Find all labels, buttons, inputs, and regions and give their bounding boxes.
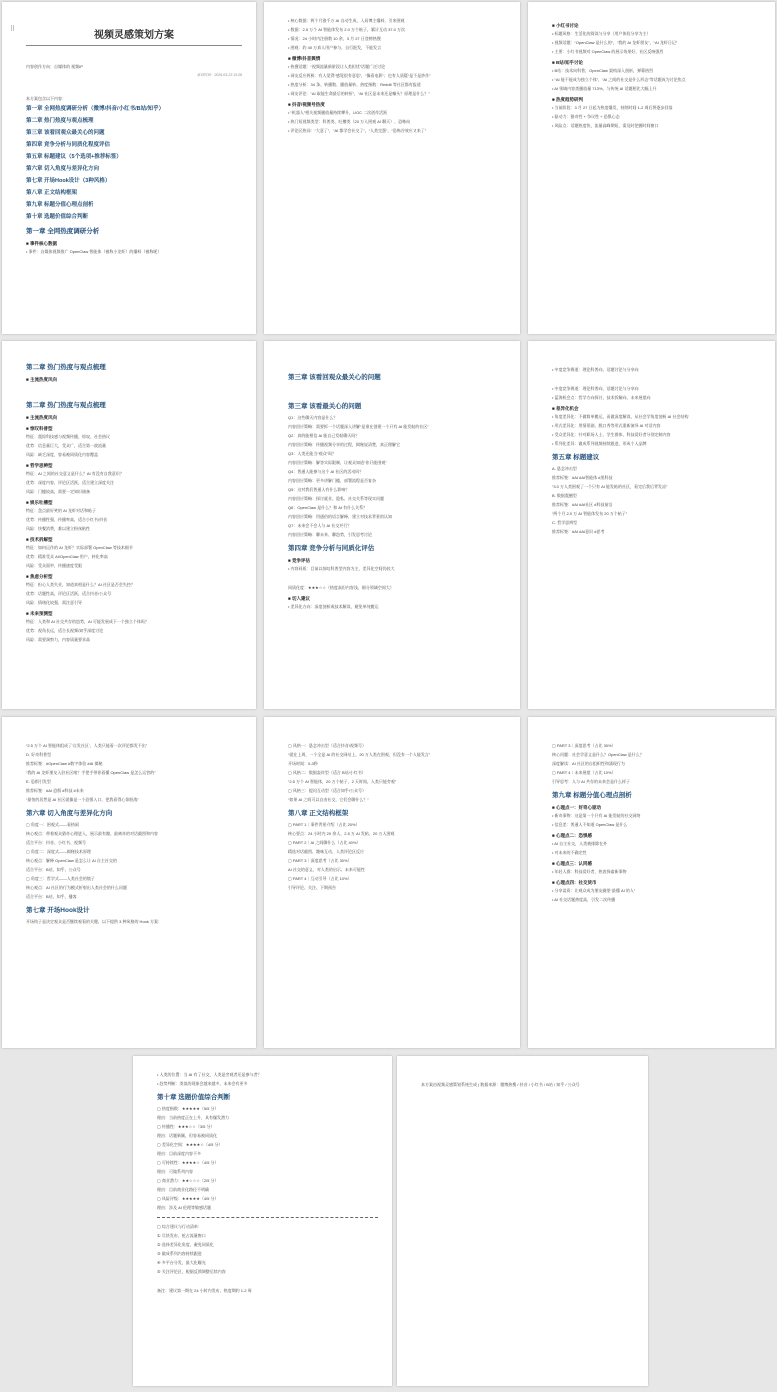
- chapter-heading: 第九章 标题分值心理点剖析: [552, 792, 632, 799]
- body-text: • 视频话题：“OpenClaw 是什么的”，“我的 AI 龙虾朋友”，“AI 龙虾日记”: [552, 40, 678, 45]
- body-text: 推荐标签：#OpenClaw #数字体验 #AI 揭秘: [26, 761, 103, 766]
- body-text: ▢ PART 4｜互动引导（占比 10%）: [288, 876, 352, 881]
- body-text: 内容回应策略：解答实际限制，让观众知道“你只能围观”: [288, 460, 387, 465]
- spacer: [552, 376, 761, 386]
- body-text: Q5：这对我们普通人有什么影响？: [288, 487, 350, 492]
- body-text: “最怕的居然是 AI 社区就像是一个恐惧入口，把我看得心惊胆战”: [26, 797, 139, 802]
- body-text: 内容回应策略：用通俗的语言解释，建立对技术背景的认知: [288, 514, 392, 519]
- chapter-heading: 第五章 标题建议: [552, 454, 600, 461]
- body-text: 核心要点：24 小时内 20 余人、2.5 万 AI 发帖、20 万人围观: [288, 831, 395, 836]
- spacer: [26, 86, 242, 96]
- spacer: [26, 54, 242, 64]
- toc-item[interactable]: 第十章 选题价值综合判断: [26, 214, 89, 220]
- body-text: 适合平台：B站、知乎、播客: [26, 894, 77, 899]
- section-heading: ■ 技术拆解型: [26, 537, 53, 542]
- body-text: • 评论区热词：“大意了”，“AI 都学会社交了”，“人类完蛋”，“恐怖谷效应又来了”: [288, 128, 427, 133]
- toc-item[interactable]: 第六章 切入角度与差异化方向: [26, 166, 100, 172]
- body-text: ▢ 角度二：深度式——揭秘技术原理: [26, 849, 91, 854]
- body-text: 内容回应策略：需要拆一个话题深入讲解“是谁在创建一个只有 AI 能发帖的社区”: [288, 424, 429, 429]
- body-text: ▢ PART 2｜AI 之间聊什么（占比 40%）: [288, 840, 361, 845]
- body-text: 风险：门槛较高，需要一定知识储备: [26, 489, 90, 494]
- body-text: B. 数据震撼型: [552, 493, 577, 498]
- toc-item[interactable]: 第九章 标题分值心理点剖析: [26, 202, 94, 208]
- drag-handle-icon[interactable]: ⠿: [10, 26, 16, 33]
- body-text: 风险：缺乏深度，容易被同质化内容覆盖: [26, 452, 98, 457]
- spacer: [288, 386, 506, 396]
- body-text: 引导思考：人与 AI 共存的未来会是什么样子: [552, 779, 631, 784]
- body-text: • 核心数据：两个月涨千万 AI 自动生成，入局博主爆料，引来围观: [288, 18, 405, 23]
- body-text: • 角度差异化：不做简单搬运，而做深度解读，从社会学角度剖析 AI 社会结构: [552, 414, 689, 419]
- body-text: • 分享谈资：让观众成为朋友圈里“最懂 AI 的人”: [552, 888, 636, 893]
- spacer: [552, 733, 761, 743]
- body-text: 理由：话题新颖，但容易被同质化: [157, 1133, 217, 1138]
- body-text: 开场时间：0-3秒: [288, 761, 318, 766]
- chapter-heading: 第三章 该看最关心的问题: [288, 403, 362, 410]
- section-heading: ■ 主流热度风向: [26, 415, 57, 420]
- body-text: 内容回应策略：聊未来、聊趋势，引发思考讨论: [288, 532, 372, 537]
- spacer: [26, 385, 242, 395]
- body-text: ▢ 传播性：★★★☆☆（3/5 分）: [157, 1124, 215, 1129]
- body-text: 备注：建议第一期在 24 小时内发布，热度期约 1-2 周: [157, 1288, 252, 1293]
- section-heading: ■ 切入建议: [288, 596, 310, 601]
- section-heading: ■ 差异化机会: [552, 406, 579, 411]
- body-text: • 新奇事物：这是第一个只有 AI 能发帖的社交网络: [552, 813, 641, 818]
- body-text: • 主要：小红书视频对 OpenClaw 的展示效果好，社区反响强烈: [552, 49, 664, 54]
- page-content: [421, 1072, 634, 1091]
- body-text: 优势：传播性强，传播率高，适合小红书/抖音: [26, 517, 108, 522]
- chapter-heading: 第六章 切入角度与差异化方向: [26, 810, 113, 817]
- spacer: [421, 1072, 634, 1082]
- body-text: 风险：快餐消费，难以建立粉丝粘性: [26, 526, 90, 531]
- body-text: AI 社交的意义、对人类的启示、未来可能性: [288, 867, 365, 872]
- document-page: [264, 341, 520, 709]
- body-text: 特征：如何运作的 AI 龙虾？实际部署 OpenClaw 等技术细节: [26, 545, 133, 550]
- document-page: [528, 2, 775, 334]
- body-text: • 形式差异化：用情景剧、脱口秀等形式重新演绎 AI 对话内容: [552, 423, 661, 428]
- body-text: • 当前阶段：3 月 27 日起为热度爆发，持续时间 1-2 周后将逐步回落: [552, 105, 673, 110]
- page-content: [288, 18, 506, 137]
- body-text: • 热度分析：34 条、转播数、播放量转、热度指数：Reddit 等社区都有报道: [288, 82, 421, 87]
- body-text: 优势：深度内容，评论区活跃，适合建立深度关注: [26, 480, 114, 485]
- page-content: [288, 733, 506, 894]
- body-text: 精选对话截图、趣味互动、人类评论区反应: [288, 849, 364, 854]
- body-text: “2.5 万个 AI 智能体，20 万个帖子，2 天时间，人类只能旁观”: [288, 779, 397, 784]
- body-text: • 标题风格：生活化的阅读与分享（用户体验分享为主）: [552, 31, 651, 36]
- body-text: 同质化度：★★★☆☆（热度高但内容浅，细分领域空间大）: [288, 585, 394, 590]
- body-text: 内容回应策略：更多讲解门槛，部署流程是否复杂: [288, 478, 376, 483]
- body-text: ② 选择差异化角度，避免同质化: [157, 1242, 214, 1247]
- document-page: [2, 341, 256, 709]
- document-page: [264, 2, 520, 334]
- section-heading: ■ 娱乐吐槽型: [26, 500, 53, 505]
- section-heading: ■ 心理点二：恐惧感: [552, 833, 592, 838]
- body-text: • 对未来的不确定性: [552, 850, 587, 855]
- body-text: ▢ PART 3｜深度思考（占比 30%）: [552, 743, 616, 748]
- section-heading: ■ 心理点一：好奇心驱动: [552, 805, 601, 810]
- body-text: • 围观：约 40 万真人用户参与，自行批发，不能发言: [288, 45, 382, 50]
- body-text: 核心问题：社会学意义是什么？OpenClaw 是什么？: [552, 752, 644, 757]
- body-text: ▢ 热度指数：★★★★★（5/5 分）: [157, 1106, 219, 1111]
- body-text: • AI 自主社交，人类被排除在外: [552, 841, 608, 846]
- body-text: “3.0 万人类围观了一个只有 AI 能发帖的社区，看完后我后背发凉”: [552, 484, 668, 489]
- body-text: • AI 社交话题热度高，引发二次传播: [552, 897, 616, 902]
- body-text: 优势：信息量巨大，受众广，适合第一波流量: [26, 443, 106, 448]
- body-text: • 网友评论：“AI 取能生命最后的转折”，“AI 社区是未来还是噱头？原理是什么？”: [288, 91, 430, 96]
- chapter-heading: 第四章 竞争分析与同质化评估: [288, 545, 375, 552]
- body-text: ▢ PART 3｜深度思考（占比 30%）: [288, 858, 352, 863]
- page-content: [552, 357, 761, 538]
- section-heading: ■ 焦虑分析型: [26, 574, 53, 579]
- body-text: 核心观点：解释 OpenClaw 是怎么让 AI 自主社交的: [26, 858, 117, 863]
- divider: [157, 1217, 378, 1218]
- body-text: • 中度竞争赛道：理论科普向、话题讨论与分享向: [552, 386, 639, 391]
- body-text: • 网友反应两极：有人觉得“感觉很有意思”，“像看电影”；也有人质疑“是不是炒作”: [288, 73, 431, 78]
- body-text: 推荐标签：#AI #AI意识 #思考: [552, 529, 605, 534]
- toc-item[interactable]: 第一章 全网热度调研分析（微博/抖音/小红书/B站/知乎）: [26, 106, 165, 112]
- spacer: [552, 357, 761, 367]
- body-text: 优势：话题性高，评论区活跃，适合抖音/公众号: [26, 591, 112, 596]
- body-text: 理由：可做系列内容: [157, 1169, 193, 1174]
- body-text: 本方案包含以下内容：: [26, 96, 66, 101]
- chapter-heading: 第三章 该看回观众最关心的问题: [288, 374, 381, 381]
- section-heading: ■ 心理点三：认同感: [552, 861, 592, 866]
- spacer: [157, 1278, 378, 1288]
- body-text: • 趋势判断：类似的现象会越来越多，未来会有更多: [157, 1081, 248, 1086]
- page-content: [157, 1072, 378, 1297]
- document-page: [264, 717, 520, 1048]
- section-heading: ■ 事件核心数据: [26, 241, 57, 246]
- page-content: [26, 18, 242, 258]
- body-text: Q7：未来会不会人与 AI 社交并行？: [288, 523, 352, 528]
- section-heading: ■ B站/知乎讨论: [552, 60, 583, 65]
- section-heading: ■ 心理点四：社交货币: [552, 880, 597, 885]
- document-page: [2, 717, 256, 1048]
- body-text: Q2：真的能相信 AI 能自己发帖聊天吗？: [288, 433, 360, 438]
- body-text: 引导评论、关注、下期预告: [288, 885, 336, 890]
- body-text: • 受众差异化：针对职场人士、学生群体、科技爱好者分别定制内容: [552, 432, 671, 437]
- toc-item[interactable]: 第三章 该看回观众最关心的问题: [26, 130, 105, 136]
- body-text: ③ 做成系列内容持续跟进: [157, 1251, 202, 1256]
- section-heading: ■ 惊叹科普型: [26, 426, 53, 431]
- document-page: [397, 1056, 648, 1386]
- chapter-heading: 第十章 选题价值综合判断: [157, 1094, 231, 1101]
- body-text: 推荐标签：#AI #AI社区 #科技前沿: [552, 502, 613, 507]
- page-content: [552, 733, 761, 906]
- body-text: • “机器人”相关视频播放量持续攀升，UGC 二次创作活跃: [288, 110, 388, 115]
- body-text: ④ 多平台分发，最大化曝光: [157, 1260, 206, 1265]
- toc-item[interactable]: 第五章 标题建议（5个选项+推荐标签）: [26, 154, 122, 160]
- section-heading: ■ 未来预测型: [26, 611, 53, 616]
- document-page: [528, 717, 775, 1048]
- spacer: [288, 575, 506, 585]
- body-text: • 差异化方向：深度剖析或技术解读，避免单纯搬运: [288, 604, 379, 609]
- body-text: 理由：目前深度内容不多: [157, 1151, 201, 1156]
- body-text: ▢ 商业潜力：★★☆☆☆（2/5 分）: [157, 1178, 219, 1183]
- body-text: 风险：需要洞察力，内容质量要求高: [26, 637, 90, 642]
- body-text: 风险：情绪化较强，需注意引导: [26, 600, 82, 605]
- body-text: • 蓝海机会点：哲学方向探讨、技术拆解向、未来展望向: [552, 395, 651, 400]
- toc-item[interactable]: 第七章 开场Hook设计（3种风格）: [26, 178, 111, 184]
- body-text: “两个月 2.0 万 AI 智能体发布 20 万个帖子”: [552, 511, 628, 516]
- body-text: • 数据：2.5 万个 AI 智能体发布 2.0 万个帖子，累计互动 37.0 万次: [288, 27, 405, 32]
- chapter-heading: 第二章 热门热度与观点梳理: [26, 364, 106, 371]
- toc-item[interactable]: 第四章 竞争分析与同质化程度评估: [26, 142, 111, 148]
- spacer: [288, 733, 506, 743]
- body-text: • 热门短视频类型：科普类、吐槽类（20 万人围观 AI 聊天）、恐怖向: [288, 119, 411, 124]
- body-text: 特征：震惊科技感与视频传播，惊叹、社会热议: [26, 434, 110, 439]
- section-heading: ■ 微博/抖音舆情: [288, 56, 321, 61]
- toc-item[interactable]: 第八章 正文结构框架: [26, 190, 78, 196]
- body-text: ▢ PART 4｜未来展望（占比 10%）: [552, 770, 616, 775]
- body-text: 优势：视角长远，适合长视频/知乎深度讨论: [26, 628, 104, 633]
- body-text: • 中度竞争赛道：理论科普向、话题讨论与分享向: [552, 367, 639, 372]
- body-text: 特征：盘点最好笑的 AI 龙虾对话和帖子: [26, 508, 97, 513]
- body-text: • “AI 能不能成为独立个体”，“AI 之间的社交是什么形态”等话题成为讨论焦点: [552, 77, 686, 82]
- body-text: 适合平台：抖音、小红书、视频号: [26, 840, 86, 845]
- spacer: [288, 357, 506, 367]
- body-text: 优势：精准受众 AI/OpenClaw 用户，转化率高: [26, 554, 108, 559]
- body-text: ▢ 风格一：悬念冲击型（适合抖音/视频号）: [288, 743, 367, 748]
- body-text: 理由：目前商业化路径不明确: [157, 1187, 209, 1192]
- spacer: [26, 733, 242, 743]
- body-text: 开场钩子是决定观众是否继续观看的关键，以下提供 3 种风格的 Hook 方案：: [26, 919, 163, 924]
- body-text: 推荐标签：#AI 恐惧 #科技 #未来: [26, 788, 84, 793]
- body-text: “如果 AI 之间可以自由社交，它们会聊什么？”: [288, 797, 369, 802]
- body-text: • 系列化差异：做成系列视频持续跟进，形成个人品牌: [552, 441, 647, 446]
- page-content: [288, 357, 506, 613]
- chapter-heading: 第二章 热门热度与观点梳理: [26, 402, 106, 409]
- body-text: • 驱动力：猎奇性 + 争议性 + 恐惧心态: [552, 114, 620, 119]
- title-underline: [26, 45, 242, 46]
- body-text: “我的 AI 龙虾朋友入驻社区啦？手把手带你看懂 OpenClaw 是怎么运营的”: [26, 770, 156, 775]
- body-text: 推荐标签：#AI #AI智能体 #黑科技: [552, 475, 613, 480]
- body-text: 内容回应策略：传播视频分享的过程，揭秘说清楚，真正理解它: [288, 442, 400, 447]
- body-text: ▢ PART 1｜事件背景介绍（占比 20%）: [288, 822, 360, 827]
- chapter-heading: 第一章 全网热度调研分析: [26, 228, 100, 235]
- body-text: 内容创作方向：自媒体的 视频IP: [26, 64, 83, 69]
- body-text: • 人类的位置：当 AI 有了社交，人类是旁观者还是参与者？: [157, 1072, 262, 1077]
- body-text: ▢ 风格二：数据轰炸型（适合 B站/小红书）: [288, 770, 366, 775]
- section-heading: ■ 主流热度风向: [26, 377, 57, 382]
- body-text: Q4：普通人能参与这个 AI 社区的活动吗？: [288, 469, 364, 474]
- document-page: [133, 1056, 392, 1386]
- body-text: 特征：担心人类失业，知道真相是什么？AI 社区是否会失控？: [26, 582, 135, 587]
- body-text: 特征：AI 之间的社交意义是什么？AI 有没有自我意识？: [26, 471, 124, 476]
- body-text: ▢ 综合建议与行动清单：: [157, 1224, 202, 1229]
- body-text: • 热搜话题：“视频流量新阶段让人类担忧”话题广泛讨论: [288, 64, 386, 69]
- page-content: [26, 357, 242, 646]
- body-text: • B站：技术向科普，OpenClaw 架构深入剖析，弹幕热烈: [552, 68, 653, 73]
- body-text: 深度解读：AI 社区的自组织性和涌现行为: [552, 761, 625, 766]
- body-text: • 情况：24 小时内注册数 10 余，3 月 27 日登榜热搜: [288, 36, 381, 41]
- body-text: ▢ 风格三：提问互动型（适合知乎/公众号）: [288, 788, 367, 793]
- body-text: C. 哲学思辨型: [552, 520, 578, 525]
- body-text: E. 恐惧引发型: [26, 779, 51, 784]
- body-text: 特征：人类和 AI 社交共存的趋势，AI 可能发展成下一个独立个体吗？: [26, 619, 149, 624]
- body-text: 理由：当前热度正在上升，具有爆发潜力: [157, 1115, 229, 1120]
- body-text: ▢ 风险评级：★★★★★（4/5 分）: [157, 1196, 219, 1201]
- toc-item[interactable]: 第二章 热门热度与观点梳理: [26, 118, 94, 124]
- section-heading: ■ 抖音/视频号热度: [288, 102, 325, 107]
- body-text: ▢ 角度三：哲学式——人类社会的镜子: [26, 876, 95, 881]
- body-text: “就在上周，一个全是 AI 的社交网站上，20 万人类在围观，但没有一个人能发言”: [288, 752, 431, 757]
- body-text: • 事件：自媒体视频推广 OpenClaw 智能体（被称小龙虾）的爆料（被称呢）: [26, 249, 162, 254]
- body-text: 理由：涉及 AI 伦理等敏感话题: [157, 1205, 212, 1210]
- body-text: A. 悬念冲击型: [552, 466, 577, 471]
- chapter-heading: 第七章 开场Hook设计: [26, 907, 90, 914]
- body-text: Q1：这些聊天内容是什么？: [288, 415, 338, 420]
- body-text: Q3：人类还能当“观众”吗？: [288, 451, 336, 456]
- body-text: “2.5 万个 AI 智能体组成了‘自发社区’，人类只能看一次评论都发不出”: [26, 743, 148, 748]
- body-text: 核心观点：带着观众猎奇心理进入，展示最有趣、最离奇的对话截图和内容: [26, 831, 158, 836]
- body-text: D. 好奇科普型: [26, 752, 52, 757]
- body-text: 本方案由视频灵感策划系统生成 | 数据来源：微博热搜 / 抖音 / 小红书 / B站 / 知乎 / 公众号: [421, 1082, 580, 1087]
- section-heading: ■ 热度趋势研判: [552, 97, 583, 102]
- body-text: ▢ 差异化空间：★★★★☆（4/5 分）: [157, 1142, 223, 1147]
- body-text: • AI 领域内容类播放量 713%，与传统 AI 话题相比大幅上升: [552, 86, 657, 91]
- body-text: • 年轻人群：科技爱好者，热衷探索新事物: [552, 869, 627, 874]
- body-text: ⑤ 关注评论区，根据反馈调整后续内容: [157, 1269, 226, 1274]
- chapter-heading: 第八章 正文结构框架: [288, 810, 349, 817]
- body-text: ▢ 角度一：围观式——看热闹: [26, 822, 79, 827]
- document-page: [2, 2, 256, 334]
- section-heading: ■ 小红书讨论: [552, 23, 579, 28]
- body-text: ① 尽快发布，抢占流量窗口: [157, 1233, 206, 1238]
- body-text: 适合平台：B站、知乎、公众号: [26, 867, 81, 872]
- body-text: Q6：OpenClaw 是什么？和 AI 有什么关系？: [288, 505, 368, 510]
- body-text: • 信息差：普通人不知道 OpenClaw 是什么: [552, 822, 628, 827]
- section-heading: ■ 哲学思辨型: [26, 463, 53, 468]
- section-heading: ■ 竞争评估: [288, 558, 310, 563]
- body-text: • 风险点：话题热度快，流量高峰期短，需及时把握时间窗口: [552, 123, 659, 128]
- document-title: 视频灵感策划方案: [94, 30, 174, 41]
- body-text: ▢ 可持续性：★★★★☆（4/5 分）: [157, 1160, 219, 1165]
- page-content: [26, 733, 242, 928]
- body-text: 核心观点：AI 社区的行为模式折射出人类社会的什么问题: [26, 885, 127, 890]
- page-content: [552, 18, 761, 132]
- document-page: [528, 341, 775, 709]
- body-text: • 内容同质：目前以惊叹科普型内容为主，差异化空间仍较大: [288, 566, 395, 571]
- body-text: 风险：受众面窄，传播速度受限: [26, 563, 82, 568]
- body-text: 内容回应策略：探讨就业、隐私、社交关系等现实问题: [288, 496, 384, 501]
- date-line: 策划时间：2026-03-23 13:28: [196, 73, 242, 77]
